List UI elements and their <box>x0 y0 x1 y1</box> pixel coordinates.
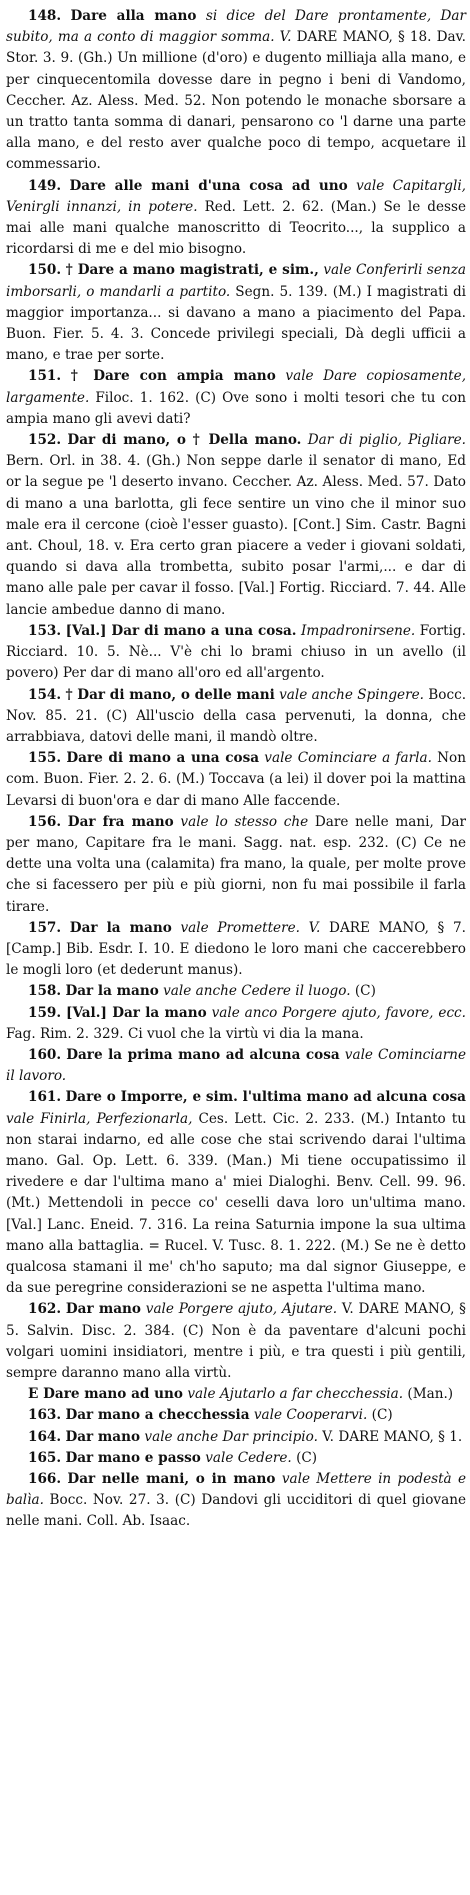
entry-number: 148. <box>28 8 62 24</box>
entry-citations: Bocc. Nov. 27. 3. (C) Dandovi gli ucciditori di quel giovane nelle mani. Coll. Ab. Isaac. <box>6 1492 466 1530</box>
entry-citations: Filoc. 1. 162. (C) Ove sono i molti tesori che tu con ampia mano gli avevi dati? <box>6 389 466 427</box>
dictionary-entry <box>6 1384 466 1405</box>
dictionary-page <box>6 0 466 1533</box>
entry-number: 150. <box>28 262 62 279</box>
entry-citations: Fortig. Ricciard. 10. 5. Nè... V'è chi lo brami chiuso in un avello (il povero) Per dar di mano all'oro ed all'argento. <box>6 622 466 682</box>
dictionary-entry <box>6 1087 466 1299</box>
dictionary-entry <box>6 812 466 918</box>
entry-citations: Fag. Rim. 2. 329. Ci vuol che la virtù vi dia la mana. <box>6 1025 364 1042</box>
entry-headword: Dar fra mano <box>67 813 174 830</box>
entry-citations: Segn. 5. 139. (M.) I magistrati di maggior importanza... si davano a mano a piacimento del Papa. Buon. Fier. 5. 4. 3. Concede privilegi speciali, Dà degli ufficii a mano, e trae per sorte. <box>6 283 467 364</box>
entry-headword: Dar la mano <box>69 919 172 936</box>
dictionary-entry <box>6 748 466 812</box>
dictionary-entry <box>6 1427 466 1448</box>
entry-definition: vale Mettere in podestà e balìa. <box>6 1471 466 1509</box>
dictionary-entry <box>6 1299 466 1384</box>
entry-definition: Impadronirsene. <box>301 622 416 639</box>
entry-citations: Ces. Lett. Cic. 2. 233. (M.) Intanto tu non starai indarno, ed alle cose che stai scrivendo darai l'ultima mano. Gal. Op. Lett. 6. 339. (Man.) Mi tiene occupatissimo il rivedere e dar l'ultima mano a' miei Dialoghi. Benv. Cell. 99. 96. (Mt.) Mettendoli in pecce co' ceselli dava loro un'ultima mano. [Val.] Lanc. Eneid. 7. 316. La reina Saturnia impone la sua ultima mano alla battaglia. = Rucel. V. Tusc. 8. 1. 222. (M.) Se ne è detto qualcosa stamani il me' ch'ho saputo; ma dal signor Giuseppe, e da sue peregrine considerazioni se ne aspetta l'ultima mano. <box>6 1110 467 1297</box>
entry-number: 151. <box>28 368 62 385</box>
dictionary-entry <box>6 1003 466 1045</box>
entry-citations: (C) <box>296 1449 318 1466</box>
entry-headword: Dar mano <box>65 1301 141 1318</box>
entry-number: 166. <box>28 1471 62 1488</box>
entry-definition: vale anche Cedere il luogo. <box>163 983 351 1000</box>
dictionary-entry <box>6 260 466 366</box>
entry-headword: Dar mano a checchessia <box>65 1407 250 1424</box>
dictionary-entry <box>6 981 466 1002</box>
entry-citations: V. DARE MANO, § 1. <box>322 1428 463 1445</box>
entry-headword: [Val.] Dar la mano <box>66 1004 207 1021</box>
entry-number: 157. <box>28 919 62 936</box>
entry-citations: (Man.) <box>407 1386 454 1403</box>
entry-number: 152. <box>28 432 62 449</box>
entry-citations: (C) <box>354 983 376 1000</box>
entry-citations: DARE MANO, § 7. [Camp.] Bib. Esdr. I. 10. E diedono le loro mani che caccerebbero le mogli loro (et dederunt manus). <box>6 919 466 979</box>
entry-definition: vale anche Dar principio. <box>144 1428 318 1445</box>
dictionary-entry <box>6 176 466 261</box>
entry-headword: Dar nelle mani, o in mano <box>67 1471 276 1488</box>
entry-citations: Bern. Orl. in 38. 4. (Gh.) Non seppe darle il senator di mano, Ed or la segue pe 'l deserto invano. Ceccher. Az. Aless. Med. 57. Dato di mano a una barlotta, gli fece sentire un vino che il minor suo male era il cercone (cioè l'esser guasto). [Cont.] Sim. Castr. Bagni ant. Choul, 18. v. Era certo gran piacere a veder i giovani soldati, quando si dava alla trombetta, subito posar l'armi,... e dar di mano alle pale per cavar il fosso. [Val.] Fortig. Ricciard. 7. 44. Alle lancie ambedue danno di mano. <box>6 453 466 618</box>
entry-definition: vale Cedere. <box>205 1449 292 1466</box>
entry-number: 154. <box>28 686 62 703</box>
entry-definition: vale Conferirli senza imborsarli, o mandarli a partito. <box>6 262 466 300</box>
entry-number: 158. <box>28 983 62 1000</box>
entry-number: 155. <box>28 750 62 767</box>
entry-number: 156. <box>28 813 62 830</box>
entry-definition: vale anche Spingere. <box>279 686 424 703</box>
entry-headword: Dare alla mano <box>70 8 197 24</box>
entry-definition: vale Ajutarlo a far checchessia. <box>187 1386 404 1403</box>
entry-headword: Dare alle mani d'una cosa ad uno <box>69 177 348 194</box>
entry-headword: Dar mano <box>65 1428 141 1445</box>
entry-number: 165. <box>28 1449 62 1466</box>
entry-headword: Dar mano e passo <box>65 1449 201 1466</box>
dictionary-entry <box>6 430 466 621</box>
entry-number: 163. <box>28 1407 62 1424</box>
dictionary-entry <box>6 621 466 685</box>
entry-definition: vale Porgere ajuto, Ajutare. <box>145 1301 338 1318</box>
entry-citations: Non com. Buon. Fier. 2. 2. 6. (M.) Toccava (a lei) il dover poi la mattina Levarsi di buon'ora e dar di mano Alle faccende. <box>6 750 466 809</box>
entry-headword: Dare la prima mano ad alcuna cosa <box>66 1046 340 1063</box>
entry-number: 160. <box>28 1046 62 1063</box>
entry-headword: Dare di mano a una cosa <box>66 750 260 767</box>
entry-definition: vale lo stesso che <box>180 813 309 830</box>
entry-headword: Dar di mano, o † Della mano. <box>67 432 302 449</box>
entry-number: 161. <box>28 1089 62 1106</box>
dictionary-entry <box>6 366 466 430</box>
entry-definition: vale Cominciarne il lavoro. <box>6 1046 466 1085</box>
entry-headword: † Dar di mano, o delle mani <box>65 686 275 703</box>
entry-definition: vale Cooperarvi. <box>253 1407 368 1424</box>
entry-number: 162. <box>28 1301 62 1318</box>
entry-definition: vale Promettere. V. <box>180 919 321 936</box>
entry-headword: E Dare mano ad uno <box>28 1386 183 1403</box>
entry-number: 159. <box>28 1004 62 1021</box>
dictionary-entry <box>6 1045 466 1087</box>
entry-definition: si dice del Dare prontamente, Dar subito, ma a conto di maggior somma. V. <box>6 8 466 46</box>
entry-definition: Dar di piglio, Pigliare. <box>307 432 466 449</box>
entry-definition: vale Finirla, Perfezionarla, <box>6 1110 193 1127</box>
entry-headword: † Dare a mano magistrati, e sim., <box>65 262 319 279</box>
entry-citations: DARE MANO, § 18. Dav. Stor. 3. 9. (Gh.) Un millione (d'oro) e dugento milliaja alla mano, e per cinquecentomila dovesse dare in pegno i beni di Vandomo, Ceccher. Az. Aless. Med. 52. Non potendo le monache sborsare a un tratto tanta somma di danari, pensarono co 'l darne una parte alla mano, e del resto aver qualche poco di tempo, acquetare il commessario. <box>6 29 467 173</box>
entry-headword: Dar la mano <box>65 983 159 1000</box>
entry-headword: [Val.] Dar di mano a una cosa. <box>65 622 297 639</box>
entry-headword: Dare o Imporre, e sim. l'ultima mano ad alcuna cosa <box>65 1089 466 1106</box>
entry-number: 153. <box>28 622 62 639</box>
dictionary-entry <box>6 685 466 749</box>
dictionary-entry <box>6 918 466 982</box>
entry-definition: vale anco Porgere ajuto, favore, ecc. <box>211 1004 466 1021</box>
dictionary-entry <box>6 1448 466 1469</box>
entry-citations: Dare nelle mani, Dar per mano, Capitare fra le mani. Sagg. nat. esp. 232. (C) Ce ne dette una volta una (calamita) fra mano, la quale, per molte prove che si facessero per più e più giorni, non fu mai possibile il farla tirare. <box>6 813 466 915</box>
entry-number: 164. <box>28 1428 62 1445</box>
entry-headword: † Dare con ampia mano <box>70 368 276 385</box>
entry-citations: V. DARE MANO, § 5. Salvin. Disc. 2. 384. (C) Non è da paventare d'alcuni pochi volgari uomini insidiatori, mentre i più, e tra questi i più gentili, sempre daranno mano alla virtù. <box>6 1301 466 1381</box>
dictionary-entry <box>6 1469 466 1533</box>
entry-definition: vale Dare copiosamente, largamente. <box>6 368 467 406</box>
entry-definition: vale Capitargli, Venirgli innanzi, in potere. <box>6 177 467 215</box>
entry-citations: Red. Lett. 2. 62. (Man.) Se le desse mai alle mani qualche manoscritto di Teocrito..., la supplico a ricordarsi di me e del mio bisogno. <box>6 198 467 258</box>
entry-definition: vale Cominciare a farla. <box>264 750 432 767</box>
entry-citations: Bocc. Nov. 85. 21. (C) All'uscio della casa pervenuti, la donna, che arrabbiava, datovi delle mani, il mandò oltre. <box>6 686 467 745</box>
entry-number: 149. <box>28 177 62 194</box>
dictionary-entry <box>6 6 466 176</box>
dictionary-entry <box>6 1405 466 1426</box>
entry-citations: (C) <box>371 1407 393 1424</box>
